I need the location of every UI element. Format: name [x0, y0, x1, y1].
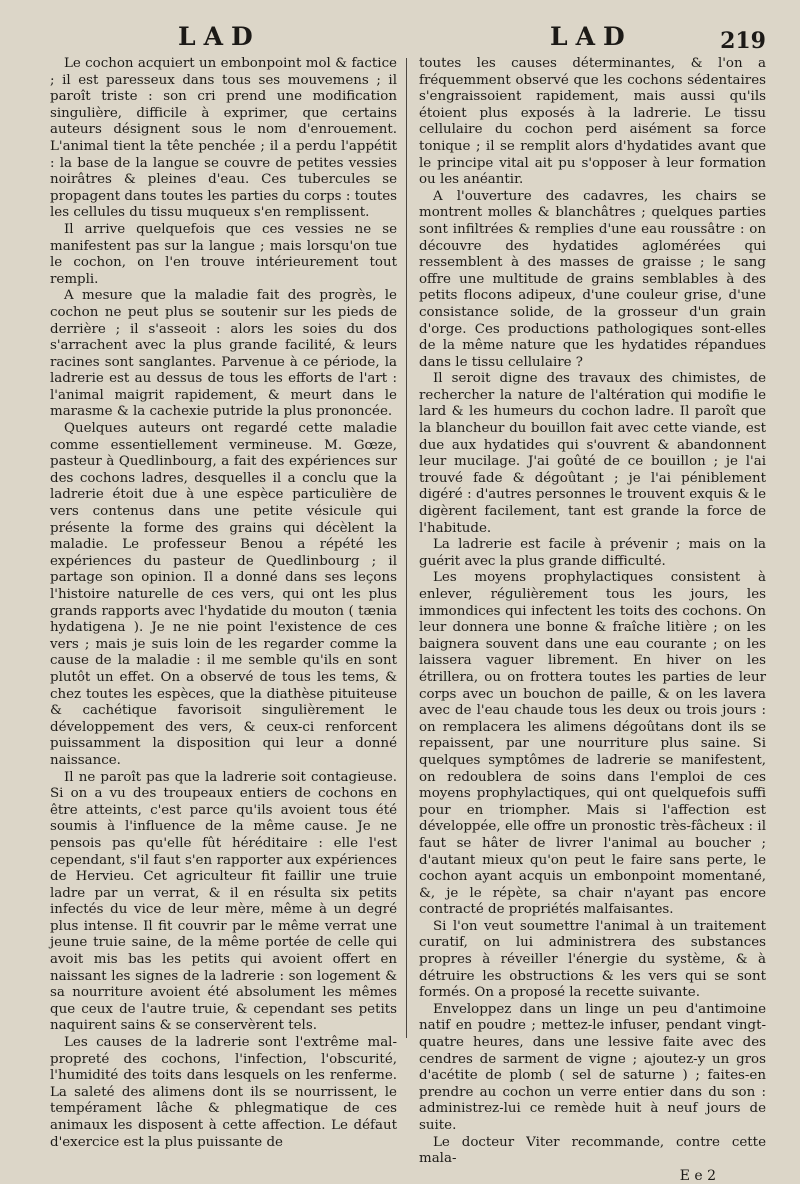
paragraph: Il ne paroît pas que la ladrerie soit contagieuse. Si on a vu des troupeaux entiers de cochons en être atteints, c'est parce qu'ils avoient tous été soumis à l'influence de la même cause. Je ne pensois pas qu'elle fût héréditaire : elle l'est cependant, s'il faut s'en rapporter aux expériences de Hervieu. Cet agriculteur fit faillir une truie ladre par un verrat, & il en résulta six petits infectés du vice de leur mère, même à un degré plus intense. Il fit couvrir par le même verrat une jeune truie saine, de la même portée de celle qui avoit mis bas les petits qui avoient offert en naissant les signes de la ladrerie : son logement & sa nourriture avoient été absolument les mêmes que ceux de l'autre truie, & cependant ses petits naquirent sains & se conservèrent tels.	[50, 769, 397, 1034]
page-number: 219	[720, 28, 766, 54]
paragraph: La ladrerie est facile à prévenir ; mais on la guérit avec la plus grande difficulté.	[419, 537, 766, 569]
text-columns	[50, 56, 766, 1184]
catchword: E e 2	[679, 1167, 716, 1184]
paragraph: Il arrive quelquefois que ces vessies ne se manifestent pas sur la langue ; mais lorsqu'on tue le cochon, on l'en trouve intérieurement tout rempli.	[50, 221, 397, 287]
paragraph-continuation: toutes les causes déterminantes, & l'on a fréquemment observé que les cochons sédentaires s'engraissoient rapidement, mais aussi qu'ils étoient plus exposés à la ladrerie. Le tissu cellulaire du cochon perd aisément sa force tonique ; il se remplit alors d'hydatides avant que le principe vital ait pu s'opposer à leur formation ou les anéantir.	[419, 56, 766, 188]
paragraph: Les moyens prophylactiques consistent à enlever, régulièrement tous les jours, les immondices qui infectent les toits des cochons. On leur donnera une bonne & fraîche litière ; on les baignera souvent dans une eau courante ; on les laissera vaguer librement. En hiver on les étrillera, ou on frottera toutes les parties de leur corps avec un bouchon de paille, & on les lavera avec de l'eau chaude tous les deux ou trois jours : on remplacera les alimens dégoûtans dont ils se repaissent, par une nourriture plus saine. Si quelques symptômes de ladrerie se manifestent, on redoublera de soins dans l'emploi de ces moyens prophylactiques, qui ont quelquefois suffi pour en triompher. Mais si l'affection est développée, elle offre un pronostic très-fâcheux : il faut se hâter de livrer l'animal au boucher ; d'autant mieux qu'on peut le faire sans perte, le cochon ayant acquis un embonpoint momentané, &, je le répète, sa chair n'ayant pas encore contracté de propriétés malfaisantes.	[419, 570, 766, 918]
running-header	[50, 22, 766, 56]
paragraph: Les causes de la ladrerie sont l'extrême mal-propreté des cochons, l'infection, l'obscurité, l'humidité des toits dans lesquels on les renferme. La saleté des alimens dont ils se nourrissent, le tempérament lâche & phlegmatique de ces animaux les disposent à cette affection. Le défaut d'exercice est la plus puissante de	[50, 1035, 397, 1150]
paragraph: A l'ouverture des cadavres, les chairs se montrent molles & blanchâtres ; quelques parties sont infiltrées & remplies d'une eau roussâtre : on découvre des hydatides aglomérées qui ressemblent à des masses de graisse ; le sang offre une multitude de grains semblables à des petits flocons adipeux, d'une couleur grise, d'une consistance solide, de la grosseur d'un grain d'orge. Ces productions pathologiques sont-elles de la même nature que les hydatides répandues dans le tissu cellulaire ?	[419, 188, 766, 370]
left-column	[50, 56, 406, 1184]
paragraph: Le cochon acquiert un embonpoint mol & factice ; il est paresseux dans tous ses mouvemens ; il paroît triste : son cri prend une modification singulière, difficile à exprimer, que certains auteurs désignent sous le nom d'enrouement. L'animal tient la tête penchée ; il a perdu l'appétit : la base de la langue se couvre de petites vessies noirâtres & pleines d'eau. Ces tubercules se propagent dans toutes les parties du corps : toutes les cellules du tissu muqueux s'en remplissent.	[50, 56, 397, 221]
paragraph: Le docteur Viter recommande, contre cette mala-	[419, 1134, 766, 1167]
paragraph: A mesure que la maladie fait des progrès, le cochon ne peut plus se soutenir sur les pieds de derrière ; il s'asseoit : alors les soies du dos s'arrachent avec la plus grande facilité, & leurs racines sont sanglantes. Parvenue à ce période, la ladrerie est au dessus de tous les efforts de l'art : l'animal maigrit rapidement, & meurt dans le marasme & la cachexie putride la plus prononcée.	[50, 288, 397, 420]
left-running-head: LAD	[178, 22, 261, 51]
paragraph: Enveloppez dans un linge un peu d'antimoine natif en poudre ; mettez-le infuser, pendant vingt-quatre heures, dans une lessive faite avec des cendres de sarment de vigne ; ajoutez-y un gros d'acétite de plomb ( sel de saturne ) ; faites-en prendre au cochon un verre entier dans du son : administrez-lui ce remède huit à neuf jours de suite.	[419, 1001, 766, 1133]
right-running-head: LAD	[550, 22, 633, 51]
paragraph: Il seroit digne des travaux des chimistes, de rechercher la nature de l'altération qui modifie le lard & les humeurs du cochon ladre. Il paroît que la blancheur du bouillon fait avec cette viande, est due aux hydatides qui s'ouvrent & abandonnent leur mucilage. J'ai goûté de ce bouillon ; je l'ai trouvé fade & dégoûtant ; je l'ai péniblement digéré : d'autres personnes le trouvent exquis & le digèrent facilement, tant est grande la force de l'habitude.	[419, 371, 766, 536]
paragraph: Si l'on veut soumettre l'animal à un traitement curatif, on lui administrera des substances propres à réveiller l'énergie du système, & à détruire les obstructions & les vers qui se sont formés. On a proposé la recette suivante.	[419, 918, 766, 1001]
paragraph: Quelques auteurs ont regardé cette maladie comme essentiellement vermineuse. M. Gœze, pasteur à Quedlinbourg, a fait des expériences sur des cochons ladres, desquelles il a conclu que la ladrerie étoit due à une espèce particulière de vers contenus dans une petite vésicule qui présente la forme des grains qui décèlent la maladie. Le professeur Benou a répété les expériences du pasteur de Quedlinbourg ; il partage son opinion. Il a donné dans ses leçons l'histoire naturelle de ces vers, qui ont les plus grands rapports avec l'hydatide du mouton ( tænia hydatigena ). Je ne nie point l'existence de ces vers ; mais je suis loin de les regarder comme la cause de la maladie : il me semble qu'ils en sont plutôt un effet. On a observé de tous les tems, & chez toutes les espèces, que la diathèse pituiteuse & cachétique favorisoit singulièrement le développement des vers, & ceux-ci renforcent puissamment la disposition qui leur a donné naissance.	[50, 421, 397, 768]
right-column	[407, 56, 766, 1184]
